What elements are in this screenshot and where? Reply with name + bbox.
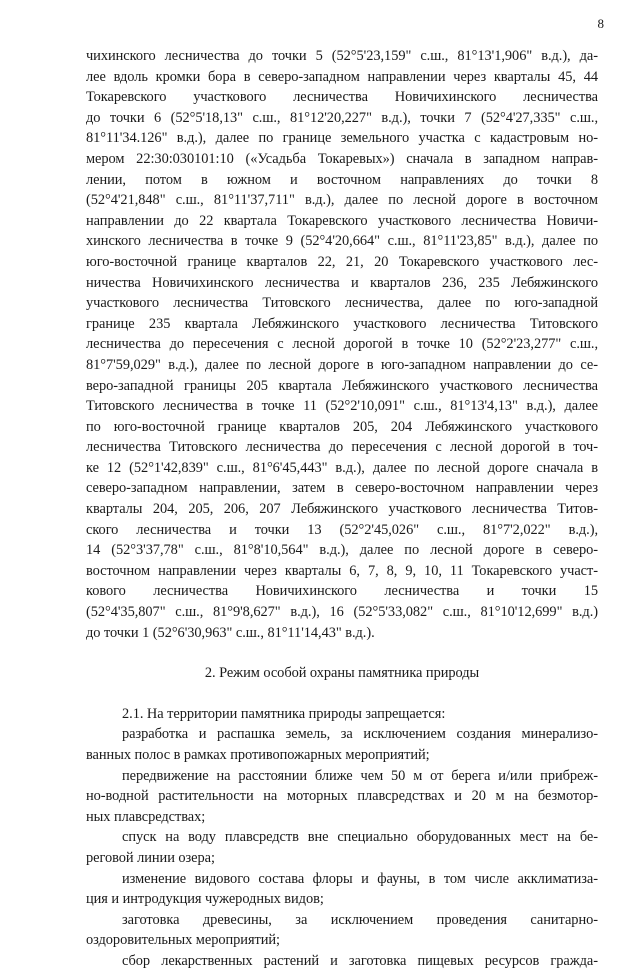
text-line: юго-восточной границе кварталов 22, 21, 20 Токаревского участкового лес- <box>86 253 598 270</box>
text-line: Титовского лесничества в точке 11 (52°2'10,091" с.ш., 81°13'4,13" в.д.), далее <box>86 398 598 415</box>
route-description-paragraph <box>86 46 598 643</box>
prohibition-item <box>86 910 598 951</box>
text-line: сбор лекарственных растений и заготовка пищевых ресурсов гражда- <box>122 952 598 969</box>
prohibition-item <box>86 827 598 868</box>
text-line: лесничества Титовского лесничества до пересечения с лесной дорогой в точ- <box>86 439 598 456</box>
text-line: изменение видового состава флоры и фауны, в том числе акклиматиза- <box>122 870 598 887</box>
text-line: лесничества до пересечения с лесной дорогой в точке 10 (52°2'23,277" с.ш., <box>86 336 598 353</box>
text-line: северо-западном направлении, затем в северо-восточном направлении через <box>86 480 598 497</box>
text-line: ция и интродукция чужеродных видов; <box>86 891 324 908</box>
prohibition-item <box>86 766 598 828</box>
text-line: до точки 6 (52°5'18,13" с.ш., 81°12'20,227" в.д.), точки 7 (52°4'27,335" с.ш., <box>86 109 598 126</box>
text-line: передвижение на расстоянии ближе чем 50 м от берега и/или прибреж- <box>122 767 598 784</box>
text-line: по юго-восточной границе кварталов 205, 204 Лебяжинского участкового <box>86 418 598 435</box>
text-line: оздоровительных мероприятий; <box>86 932 280 949</box>
text-line: ных плавсредствах; <box>86 808 206 825</box>
text-line: ке 12 (52°1'42,839" с.ш., 81°6'45,443" в.д.), далее по лесной дороге сначала в <box>86 459 598 476</box>
text-line: 14 (52°3'37,78" с.ш., 81°8'10,564" в.д.), далее по лесной дороге в северо- <box>86 542 598 559</box>
text-line: реговой линии озера; <box>86 849 215 866</box>
prohibition-item <box>86 724 598 765</box>
prohibition-item <box>86 951 598 972</box>
text-line: 81°11'34.126" в.д.), далее по границе земельного участка с кадастровым но- <box>86 130 598 147</box>
text-line: ванных полос в рамках противопожарных мероприятий; <box>86 747 430 763</box>
text-line: лении, потом в южном и восточном направлениях до точки 8 <box>86 171 598 188</box>
subsection-title: 2.1. На территории памятника природы запрещается: <box>122 705 446 722</box>
text-line: восточном направлении через кварталы 6, 7, 8, 9, 10, 11 Токаревского участ- <box>86 562 598 579</box>
text-line: заготовка древесины, за исключением проведения санитарно- <box>122 911 598 928</box>
text-line: разработка и распашка земель, за исключением создания минерализо- <box>122 726 598 743</box>
text-line: веро-западной границы 205 квартала Лебяжинского участкового лесничества <box>86 377 598 394</box>
text-line: участкового лесничества Титовского лесничества, далее по юго-западной <box>86 295 598 312</box>
text-line: хинского лесничества в точке 9 (52°4'20,664" с.ш., 81°11'23,85" в.д.), далее по <box>86 233 598 250</box>
prohibition-item <box>86 869 598 910</box>
text-line: кварталы 204, 205, 206, 207 Лебяжинского участкового лесничества Титов- <box>86 501 598 518</box>
page-number: 8 <box>597 16 604 31</box>
text-line: спуск на воду плавсредств вне специально оборудованных мест на бе- <box>122 829 598 846</box>
text-line: 81°7'59,029" в.д.), далее по лесной дороге в юго-западном направлении до се- <box>86 356 598 373</box>
text-line: до точки 1 (52°6'30,963" с.ш., 81°11'14,43" в.д.). <box>86 624 375 641</box>
text-line: чихинского лесничества до точки 5 (52°5'23,159" с.ш., 81°13'1,906" в.д.), да- <box>86 48 598 64</box>
text-line: направлении до 22 квартала Токаревского участкового лесничества Новичи- <box>86 212 598 229</box>
text-line: но-водной растительности на моторных плавсредствах и 20 м на безмотор- <box>86 788 598 805</box>
document-body <box>86 46 598 972</box>
text-line: кового лесничества Новичихинского лесничества и точки 15 <box>86 583 598 600</box>
section-heading: 2. Режим особой охраны памятника природы <box>204 665 480 682</box>
text-line: ского лесничества и точки 13 (52°2'45,026" с.ш., 81°7'2,022" в.д.), <box>86 521 598 538</box>
text-line: лее вдоль кромки бора в северо-западном направлении через кварталы 45, 44 <box>86 68 598 85</box>
text-line: (52°4'21,848" с.ш., 81°11'37,711" в.д.), далее по лесной дороге в восточном <box>86 192 598 209</box>
text-line: мером 22:30:030101:10 («Усадьба Токаревых») сначала в западном направ- <box>86 150 598 167</box>
text-line: Токаревского участкового лесничества Новичихинского лесничества <box>86 89 598 106</box>
text-line: (52°4'35,807" с.ш., 81°9'8,627" в.д.), 16 (52°5'33,082" с.ш., 81°10'12,699" в.д.) <box>86 604 598 621</box>
text-line: ничества Новичихинского лесничества и кварталов 236, 235 Лебяжинского <box>86 274 598 291</box>
text-line: границе 235 квартала Лебяжинского участкового лесничества Титовского <box>86 315 598 332</box>
